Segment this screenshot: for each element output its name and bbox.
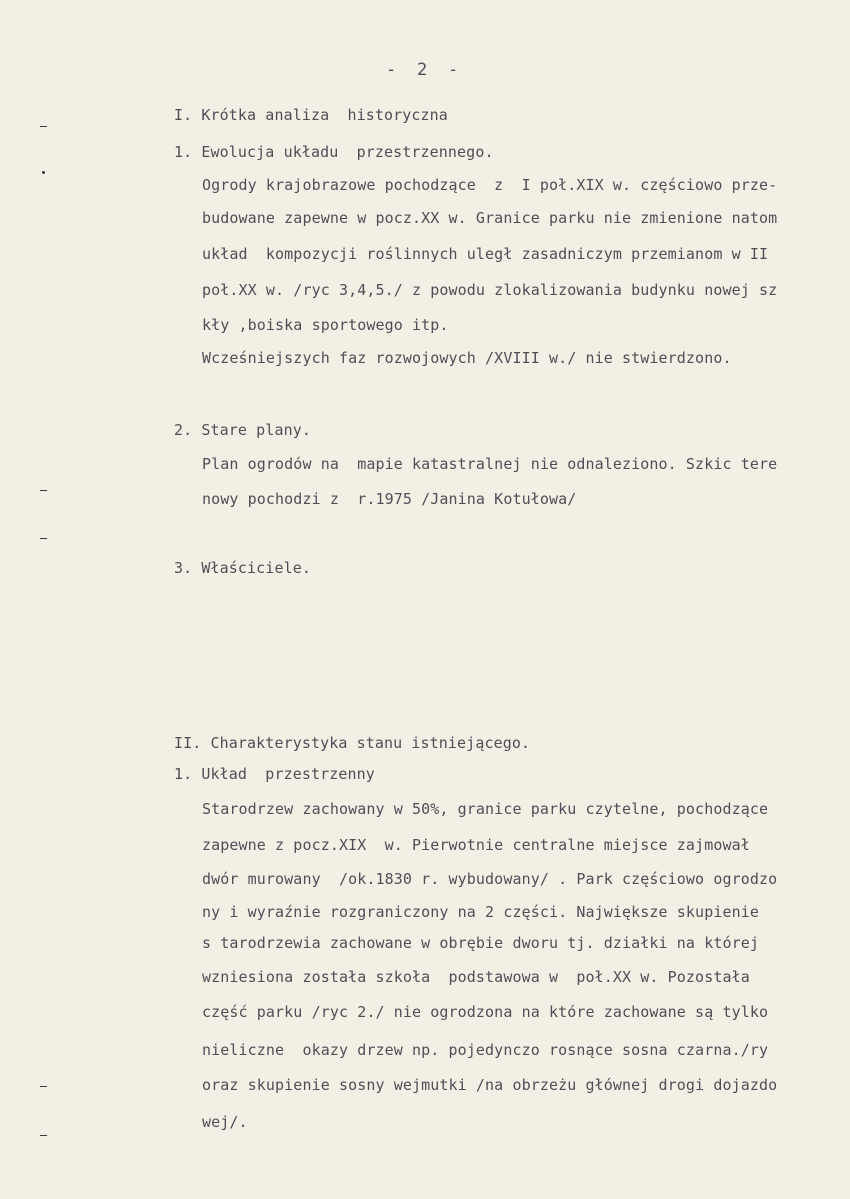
- margin-mark: [40, 1135, 47, 1136]
- section-1-2-heading: 2. Stare plany.: [174, 421, 311, 439]
- paragraph-line: Starodrzew zachowany w 50%, granice parku czytelne, pochodzące: [202, 800, 769, 818]
- paragraph-line: Wcześniejszych faz rozwojowych /XVIII w./ nie stwierdzono.: [202, 349, 732, 367]
- margin-mark: [40, 490, 47, 491]
- paragraph-line: zapewne z pocz.XIX w. Pierwotnie centralne miejsce zajmował: [202, 836, 750, 854]
- section-1-3-heading: 3. Właściciele.: [174, 559, 311, 577]
- paragraph-line: oraz skupienie sosny wejmutki /na obrzeżu głównej drogi dojazdo: [202, 1076, 778, 1094]
- paragraph-line: wzniesiona została szkoła podstawowa w poł.XX w. Pozostała: [202, 968, 750, 986]
- margin-mark: [40, 1086, 47, 1087]
- paragraph-line: budowane zapewne w pocz.XX w. Granice parku nie zmienione natom: [202, 209, 778, 227]
- section-1-heading: I. Krótka analiza historyczna: [174, 106, 448, 124]
- paragraph-line: układ kompozycji roślinnych uległ zasadniczym przemianom w II: [202, 245, 769, 263]
- section-2-1-heading: 1. Układ przestrzenny: [174, 765, 375, 783]
- paragraph-line: s tarodrzewia zachowane w obrębie dworu tj. działki na której: [202, 934, 759, 952]
- margin-mark: [40, 538, 47, 539]
- section-2-heading: II. Charakterystyka stanu istniejącego.: [174, 734, 531, 752]
- paragraph-line: wej/.: [202, 1113, 248, 1131]
- paragraph-line: Plan ogrodów na mapie katastralnej nie odnaleziono. Szkic tere: [202, 455, 778, 473]
- margin-mark: [40, 126, 47, 127]
- page-number: - 2 -: [386, 60, 459, 80]
- paragraph-line: Ogrody krajobrazowe pochodzące z I poł.XIX w. częściowo prze-: [202, 176, 778, 194]
- paragraph-line: kły ,boiska sportowego itp.: [202, 316, 449, 334]
- paragraph-line: dwór murowany /ok.1830 r. wybudowany/ . Park częściowo ogrodzo: [202, 870, 778, 888]
- paragraph-line: nowy pochodzi z r.1975 /Janina Kotułowa/: [202, 490, 577, 508]
- margin-mark: [42, 171, 45, 174]
- section-1-1-heading: 1. Ewolucja układu przestrzennego.: [174, 143, 494, 161]
- paragraph-line: część parku /ryc 2./ nie ogrodzona na które zachowane są tylko: [202, 1003, 769, 1021]
- paragraph-line: poł.XX w. /ryc 3,4,5./ z powodu zlokalizowania budynku nowej sz: [202, 281, 778, 299]
- paragraph-line: ny i wyraźnie rozgraniczony na 2 części. Największe skupienie: [202, 903, 759, 921]
- paragraph-line: nieliczne okazy drzew np. pojedynczo rosnące sosna czarna./ry: [202, 1041, 769, 1059]
